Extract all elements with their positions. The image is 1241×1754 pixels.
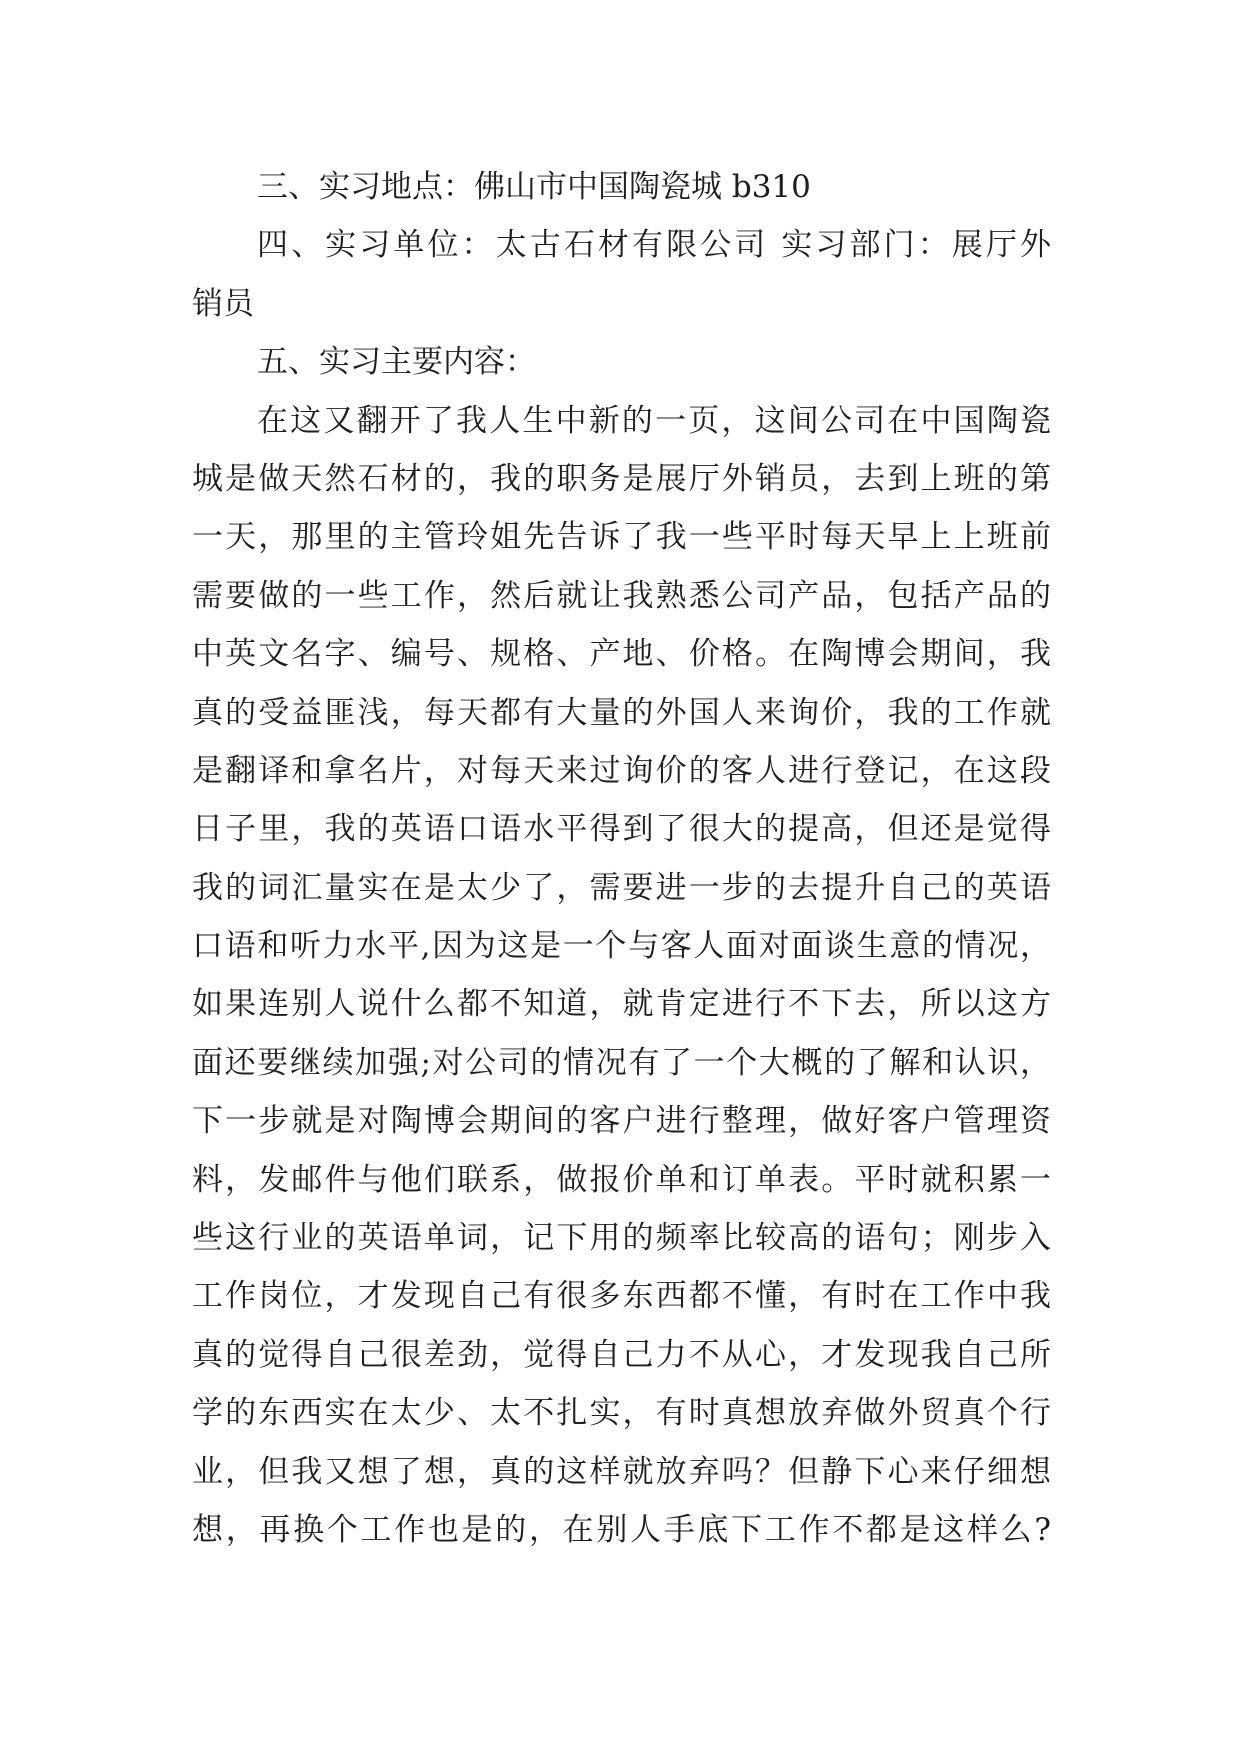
text-line: 城是做天然石材的，我的职务是展厅外销员，去到上班的第 (192, 460, 1051, 497)
text-line: 是翻译和拿名片，对每天来过询价的客人进行登记，在这段 (192, 752, 1051, 789)
text-line: 我的词汇量实在是太少了，需要进一步的去提升自己的英语 (192, 869, 1051, 906)
text-line: 销员 (192, 285, 254, 322)
text-line: 真的受益匪浅，每天都有大量的外国人来询价，我的工作就 (192, 694, 1051, 731)
paragraph-main-content-heading (192, 333, 1051, 391)
text-line: 学的东西实在太少、太不扎实，有时真想放弃做外贸真个行 (192, 1395, 1051, 1432)
text-line: 口语和听力水平,因为这是一个与客人面对面谈生意的情况， (192, 928, 1051, 965)
text-line: 些这行业的英语单词，记下用的频率比较高的语句；刚步入 (192, 1220, 1051, 1257)
text-line: 如果连别人说什么都不知道，就肯定进行不下去，所以这方 (192, 986, 1051, 1023)
text-line: 在这又翻开了我人生中新的一页，这间公司在中国陶瓷 (257, 402, 1051, 439)
text-line: 想，再换个工作也是的，在别人手底下工作不都是这样么? (192, 1511, 1051, 1548)
text-line: 下一步就是对陶博会期间的客户进行整理，做好客户管理资 (192, 1103, 1051, 1140)
text-line: 业，但我又想了想，真的这样就放弃吗？但静下心来仔细想 (192, 1453, 1051, 1490)
text-line: 面还要继续加强;对公司的情况有了一个大概的了解和认识， (192, 1044, 1051, 1081)
text-line: 三、实习地点：佛山市中国陶瓷城 b310 (257, 169, 811, 205)
text-line: 料，发邮件与他们联系，做报价单和订单表。平时就积累一 (192, 1161, 1051, 1198)
text-line: 工作岗位，才发现自己有很多东西都不懂，有时在工作中我 (192, 1278, 1051, 1315)
text-line: 需要做的一些工作，然后就让我熟悉公司产品，包括产品的 (192, 577, 1051, 614)
text-line: 中英文名字、编号、规格、产地、价格。在陶博会期间，我 (192, 636, 1051, 673)
paragraph-internship-location (192, 158, 1051, 216)
paragraph-main-content-body (192, 392, 1051, 1560)
text-line: 真的觉得自己很差劲，觉得自己力不从心，才发现我自己所 (192, 1336, 1051, 1373)
text-line: 五、实习主要内容： (257, 344, 536, 381)
text-line: 日子里，我的英语口语水平得到了很大的提高，但还是觉得 (192, 811, 1051, 848)
paragraph-internship-unit (192, 216, 1051, 333)
text-line: 四、实习单位：太古石材有限公司 实习部门：展厅外 (257, 227, 1051, 264)
document-body (192, 158, 1051, 1559)
text-line: 一天，那里的主管玲姐先告诉了我一些平时每天早上上班前 (192, 519, 1051, 556)
